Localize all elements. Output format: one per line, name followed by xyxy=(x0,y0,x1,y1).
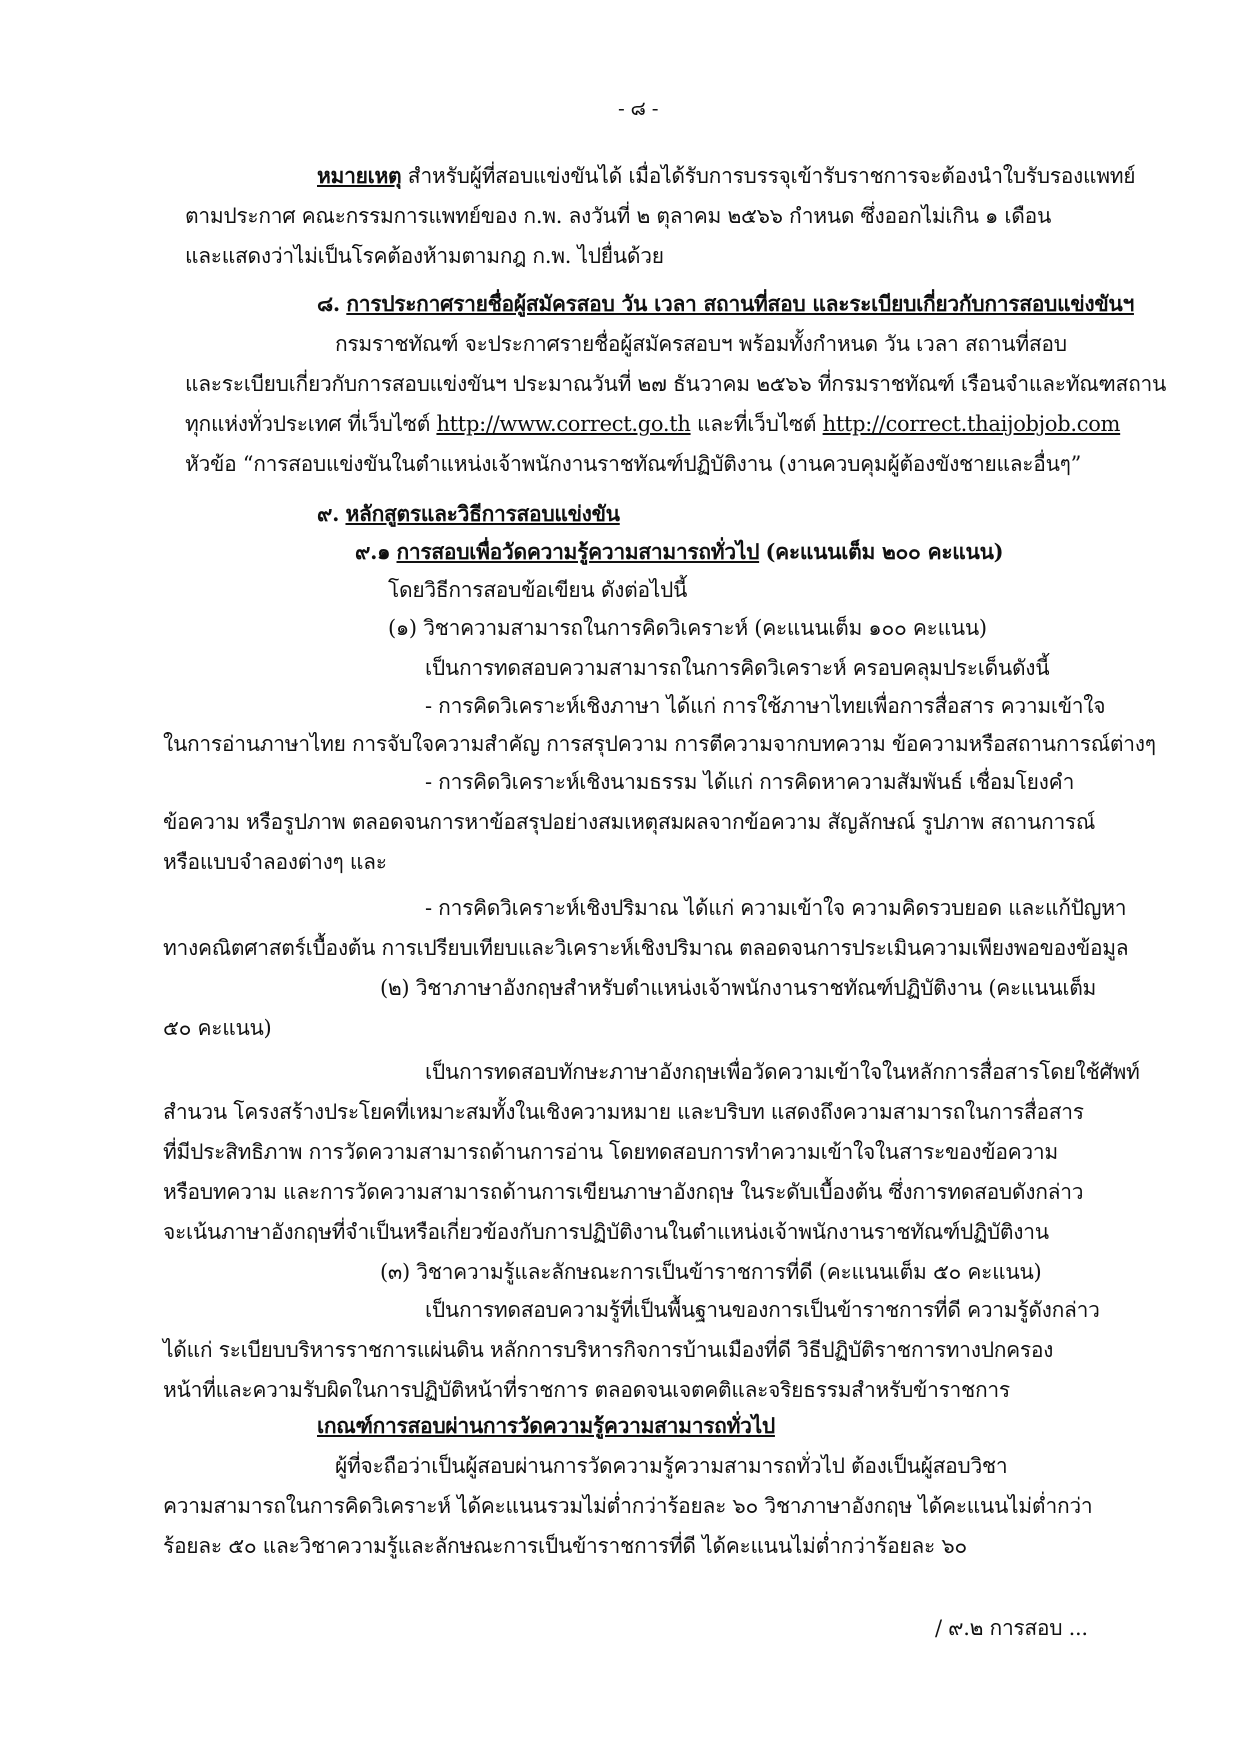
section8-number: ๘. xyxy=(317,291,340,316)
s91-score: (คะแนนเต็ม ๒๐๐ คะแนน) xyxy=(765,539,1004,564)
sub1-b2: ข้อความ หรือรูปภาพ ตลอดจนการหาข้อสรุปอย่างสมเหตุสมผลจากข้อความ สัญลักษณ์ รูปภาพ สถานการณ์ xyxy=(163,810,1096,834)
criteria-f3: ร้อยละ ๕๐ และวิชาความรู้และลักษณะการเป็นข้าราชการที่ดี ได้คะแนนไม่ต่ำกว่าร้อยละ ๖๐ xyxy=(163,1534,967,1558)
section8-title: การประกาศรายชื่อผู้สมัครสอบ วัน เวลา สถานที่สอบ และระเบียบเกี่ยวกับการสอบแข่งขันฯ xyxy=(346,291,1134,316)
section9-heading xyxy=(317,498,620,530)
section8-line-2: และระเบียบเกี่ยวกับการสอบแข่งขันฯ ประมาณวันที่ ๒๗ ธันวาคม ๒๕๖๖ ที่กรมราชทัณฑ์ เรือนจำและทัณฑสถาน xyxy=(185,372,1167,396)
sub2-title-1: (๒) วิชาภาษาอังกฤษสำหรับตำแหน่งเจ้าพนักงานราชทัณฑ์ปฏิบัติงาน (คะแนนเต็ม xyxy=(380,976,1097,1000)
section9-number: ๙. xyxy=(317,501,340,526)
section9-title: หลักสูตรและวิธีการสอบแข่งขัน xyxy=(345,501,620,526)
page-number: - ๘ - xyxy=(618,96,659,120)
sub1-desc: เป็นการทดสอบความสามารถในการคิดวิเคราะห์ ครอบคลุมประเด็นดังนี้ xyxy=(425,656,1050,680)
note-line-3: และแสดงว่าไม่เป็นโรคต้องห้ามตามกฎ ก.พ. ไปยื่นด้วย xyxy=(185,244,664,268)
sub2-d1: เป็นการทดสอบทักษะภาษาอังกฤษเพื่อวัดความเข้าใจในหลักการสื่อสารโดยใช้ศัพท์ xyxy=(425,1060,1140,1084)
section8-line-3-mid: และที่เว็บไซต์ xyxy=(696,412,817,436)
sub3-title: (๓) วิชาความรู้และลักษณะการเป็นข้าราชการที่ดี (คะแนนเต็ม ๕๐ คะแนน) xyxy=(380,1260,1042,1284)
thaijobjob-website-link[interactable]: http://correct.thaijobjob.com xyxy=(822,412,1121,436)
sub1-title: (๑) วิชาความสามารถในการคิดวิเคราะห์ (คะแนนเต็ม ๑๐๐ คะแนน) xyxy=(388,616,987,640)
sub1-a1: - การคิดวิเคราะห์เชิงภาษา ได้แก่ การใช้ภาษาไทยเพื่อการสื่อสาร ความเข้าใจ xyxy=(425,694,1106,718)
s91-intro: โดยวิธีการสอบข้อเขียน ดังต่อไปนี้ xyxy=(388,578,688,602)
section8-heading xyxy=(317,288,1134,320)
note-label: หมายเหตุ xyxy=(317,163,402,188)
correct-website-link[interactable]: http://www.correct.go.th xyxy=(436,412,691,436)
criteria-f1: ผู้ที่จะถือว่าเป็นผู้สอบผ่านการวัดความรู้ความสามารถทั่วไป ต้องเป็นผู้สอบวิชา xyxy=(335,1454,1008,1478)
sub2-title-2: ๕๐ คะแนน) xyxy=(163,1016,272,1040)
s91-heading xyxy=(355,536,1003,568)
sub2-d3: ที่มีประสิทธิภาพ การวัดความสามารถด้านการอ่าน โดยทดสอบการทำความเข้าใจในสาระของข้อความ xyxy=(163,1140,1058,1164)
section8-line-3 xyxy=(185,408,1120,440)
sub1-c1: - การคิดวิเคราะห์เชิงปริมาณ ได้แก่ ความเข้าใจ ความคิดรวบยอด และแก้ปัญหา xyxy=(425,896,1127,920)
sub1-b3: หรือแบบจำลองต่างๆ และ xyxy=(163,850,387,874)
note-text-1: สำหรับผู้ที่สอบแข่งขันได้ เมื่อได้รับการบรรจุเข้ารับราชการจะต้องนำใบรับรองแพทย์ xyxy=(407,164,1136,188)
continuation-marker: / ๙.๒ การสอบ ... xyxy=(935,1616,1088,1640)
sub3-e2: ได้แก่ ระเบียบบริหารราชการแผ่นดิน หลักการบริหารกิจการบ้านเมืองที่ดี วิธีปฏิบัติราชการทางปกครอง xyxy=(163,1338,1054,1362)
criteria-f2: ความสามารถในการคิดวิเคราะห์ ได้คะแนนรวมไม่ต่ำกว่าร้อยละ ๖๐ วิชาภาษาอังกฤษ ได้คะแนนไม่ต่ำกว่า xyxy=(163,1494,1093,1518)
criteria-heading: เกณฑ์การสอบผ่านการวัดความรู้ความสามารถทั่วไป xyxy=(317,1413,775,1438)
section8-line-3-pre: ทุกแห่งทั่วประเทศ ที่เว็บไซต์ xyxy=(185,412,431,436)
sub1-b1: - การคิดวิเคราะห์เชิงนามธรรม ได้แก่ การคิดหาความสัมพันธ์ เชื่อมโยงคำ xyxy=(425,770,1075,794)
section8-line-4: หัวข้อ “การสอบแข่งขันในตำแหน่งเจ้าพนักงานราชทัณฑ์ปฏิบัติงาน (งานควบคุมผู้ต้องขังชายและอื่นๆ” xyxy=(185,452,1082,476)
sub2-d5: จะเน้นภาษาอังกฤษที่จำเป็นหรือเกี่ยวข้องกับการปฏิบัติงานในตำแหน่งเจ้าพนักงานราชทัณฑ์ปฏิบัติงาน xyxy=(163,1220,1049,1244)
sub2-d2: สำนวน โครงสร้างประโยคที่เหมาะสมทั้งในเชิงความหมาย และบริบท แสดงถึงความสามารถในการสื่อสาร xyxy=(163,1100,1084,1124)
section8-line-1: กรมราชทัณฑ์ จะประกาศรายชื่อผู้สมัครสอบฯ พร้อมทั้งกำหนด วัน เวลา สถานที่สอบ xyxy=(335,332,1067,356)
s91-title: การสอบเพื่อวัดความรู้ความสามารถทั่วไป xyxy=(396,539,760,564)
sub1-a2: ในการอ่านภาษาไทย การจับใจความสำคัญ การสรุปความ การตีความจากบทความ ข้อความหรือสถานการณ์ต่างๆ xyxy=(163,732,1156,756)
sub3-e3: หน้าที่และความรับผิดในการปฏิบัติหน้าที่ราชการ ตลอดจนเจตคติและจริยธรรมสำหรับข้าราชการ xyxy=(163,1378,1010,1402)
sub2-d4: หรือบทความ และการวัดความสามารถด้านการเขียนภาษาอังกฤษ ในระดับเบื้องต้น ซึ่งการทดสอบดังกล่าว xyxy=(163,1180,1084,1204)
s91-number: ๙.๑ xyxy=(355,539,391,564)
note-line-2: ตามประกาศ คณะกรรมการแพทย์ของ ก.พ. ลงวันที่ ๒ ตุลาคม ๒๕๖๖ กำหนด ซึ่งออกไม่เกิน ๑ เดือน xyxy=(185,204,1052,228)
sub1-c2: ทางคณิตศาสตร์เบื้องต้น การเปรียบเทียบและวิเคราะห์เชิงปริมาณ ตลอดจนการประเมินความเพียงพอของข้อมูล xyxy=(163,936,1129,960)
note-line-1 xyxy=(317,160,1135,192)
sub3-e1: เป็นการทดสอบความรู้ที่เป็นพื้นฐานของการเป็นข้าราชการที่ดี ความรู้ดังกล่าว xyxy=(425,1298,1100,1322)
